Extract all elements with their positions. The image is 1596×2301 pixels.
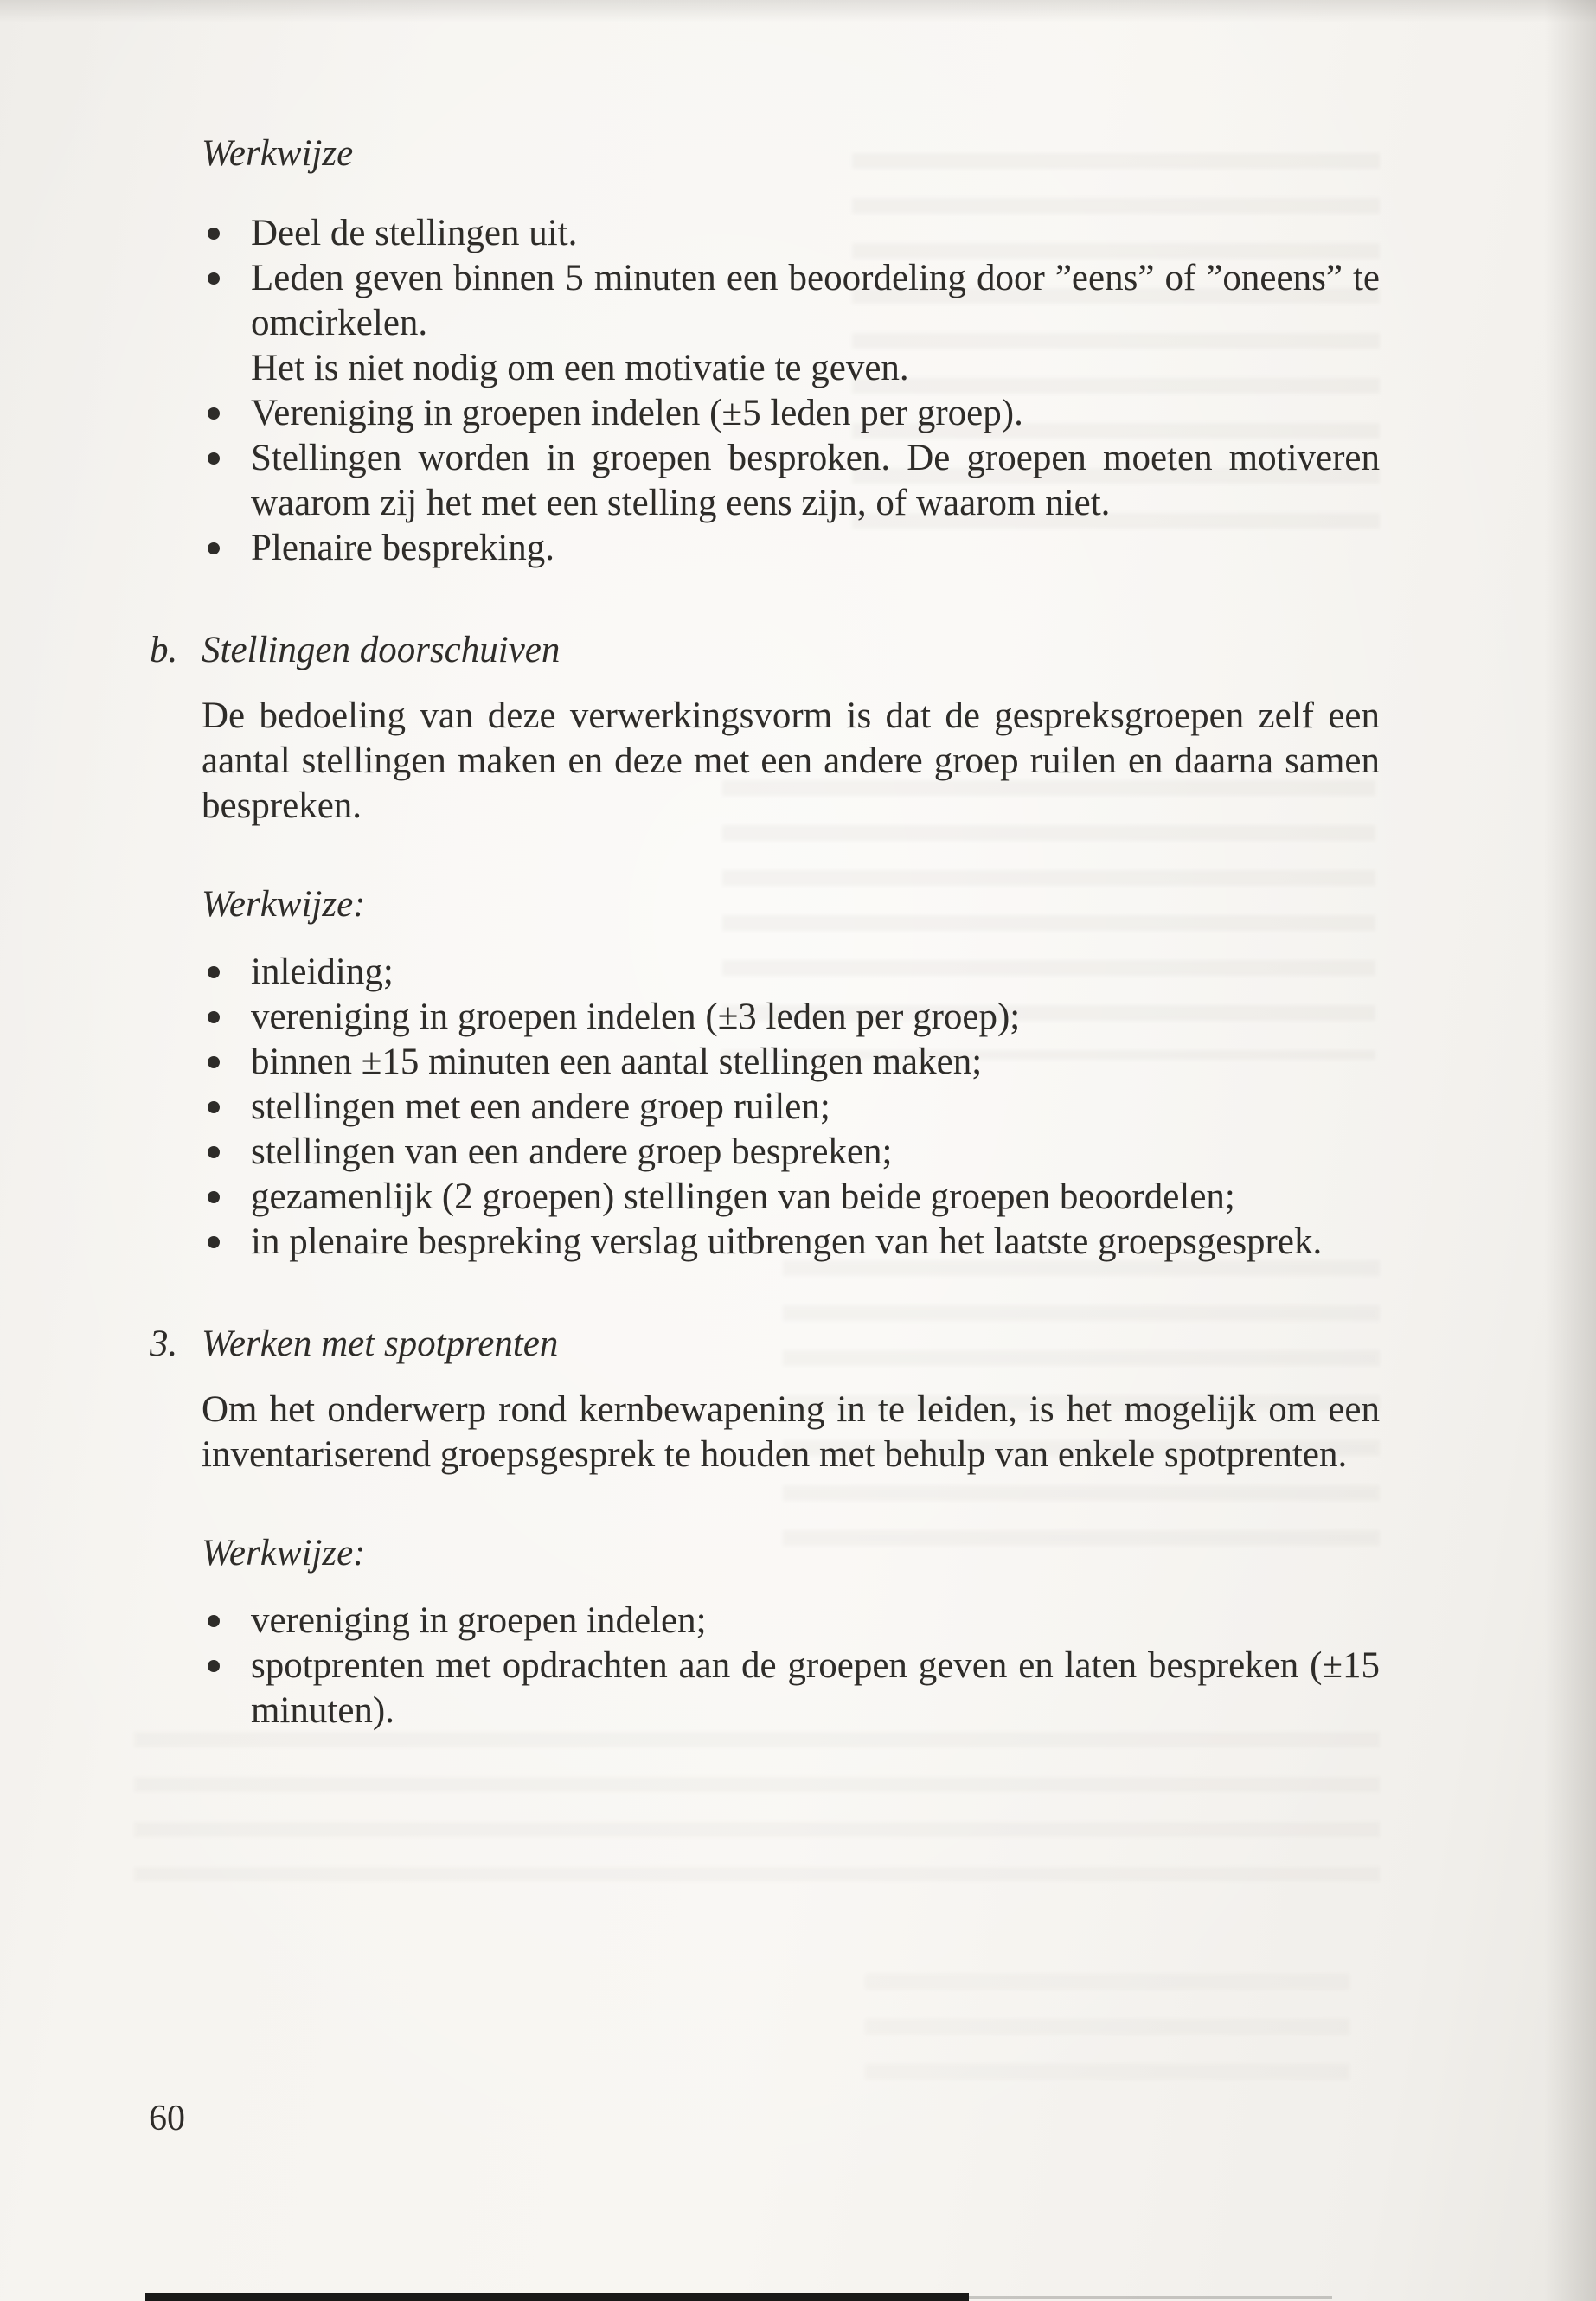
- bullet-icon: [208, 272, 220, 285]
- bullet-icon: [208, 228, 220, 240]
- page-edge-shadow: [1544, 0, 1596, 2301]
- paragraph-spotprenten: Om het onderwerp rond kernbewapening in te leiden, is het mogelijk om een inventariserend groepsgesprek te houden met behulp van enkele spotprenten.: [202, 1389, 1380, 1475]
- heading-werkwijze-2: Werkwijze:: [202, 884, 366, 925]
- list-item: spotprenten met opdrachten aan de groepen geven en laten bespreken (±15 minuten).: [202, 1644, 1380, 1734]
- heading-werkwijze-1: Werkwijze: [202, 133, 354, 174]
- werkwijze-bullet-list-2: [202, 950, 1380, 1265]
- bullet-icon: [208, 966, 220, 978]
- list-item-note: Het is niet nodig om een motivatie te geven.: [251, 348, 909, 388]
- bullet-icon: [208, 542, 220, 554]
- bullet-icon: [208, 1101, 220, 1113]
- bullet-icon: [208, 1615, 220, 1627]
- bullet-icon: [208, 452, 220, 465]
- paragraph-doorschuiven: De bedoeling van deze verwerkingsvorm is dat de gespreksgroepen zelf een aantal stellingen maken en deze met een andere groep ruilen en daarna samen bespreken.: [202, 695, 1380, 826]
- list-item: inleiding;: [202, 950, 1380, 995]
- heading-werkwijze-3: Werkwijze:: [202, 1533, 366, 1574]
- list-item: binnen ±15 minuten een aantal stellingen maken;: [202, 1040, 1380, 1085]
- bleedthrough-text-artifact: [134, 1721, 1380, 1881]
- list-item: Plenaire bespreking.: [202, 526, 1380, 571]
- bullet-icon: [208, 1056, 220, 1068]
- scan-bottom-edge-line: [145, 2293, 969, 2301]
- list-item: Stellingen worden in groepen besproken. De groepen moeten motiveren waarom zij het met een stelling eens zijn, of waarom niet.: [202, 436, 1380, 526]
- list-item: Vereniging in groepen indelen (±5 leden per groep).: [202, 391, 1380, 436]
- list-item: Leden geven binnen 5 minuten een beoordeling door ”eens” of ”oneens” te omcirkelen. Het is niet nodig om een motivatie te geven.: [202, 256, 1380, 391]
- section-label: b.: [150, 630, 178, 670]
- scan-top-shadow: [0, 0, 1596, 22]
- werkwijze-bullet-list-1: [202, 211, 1380, 571]
- bullet-icon: [208, 1236, 220, 1248]
- bullet-icon: [208, 1660, 220, 1672]
- bullet-icon: [208, 1146, 220, 1158]
- werkwijze-bullet-list-3: [202, 1599, 1380, 1734]
- bleedthrough-text-artifact: [865, 1964, 1349, 2085]
- list-item: gezamenlijk (2 groepen) stellingen van beide groepen beoordelen;: [202, 1175, 1380, 1220]
- list-item: vereniging in groepen indelen (±3 leden per groep);: [202, 995, 1380, 1040]
- section-title: Stellingen doorschuiven: [202, 630, 561, 670]
- list-item: vereniging in groepen indelen;: [202, 1599, 1380, 1644]
- list-item: in plenaire bespreking verslag uitbrengen van het laatste groepsgesprek.: [202, 1220, 1380, 1265]
- list-item: stellingen met een andere groep ruilen;: [202, 1085, 1380, 1130]
- bullet-icon: [208, 1191, 220, 1203]
- heading-stellingen-doorschuiven: [150, 628, 1380, 673]
- section-title: Werken met spotprenten: [202, 1324, 559, 1364]
- section-label: 3.: [150, 1324, 178, 1364]
- scan-bottom-edge-faint: [969, 2296, 1332, 2299]
- page-number: 60: [149, 2099, 185, 2138]
- bullet-icon: [208, 1011, 220, 1023]
- bullet-icon: [208, 407, 220, 420]
- page-content: [150, 131, 1380, 1734]
- heading-werken-met-spotprenten: [150, 1322, 1380, 1367]
- list-item: Deel de stellingen uit.: [202, 211, 1380, 256]
- list-item: stellingen van een andere groep bespreken;: [202, 1130, 1380, 1175]
